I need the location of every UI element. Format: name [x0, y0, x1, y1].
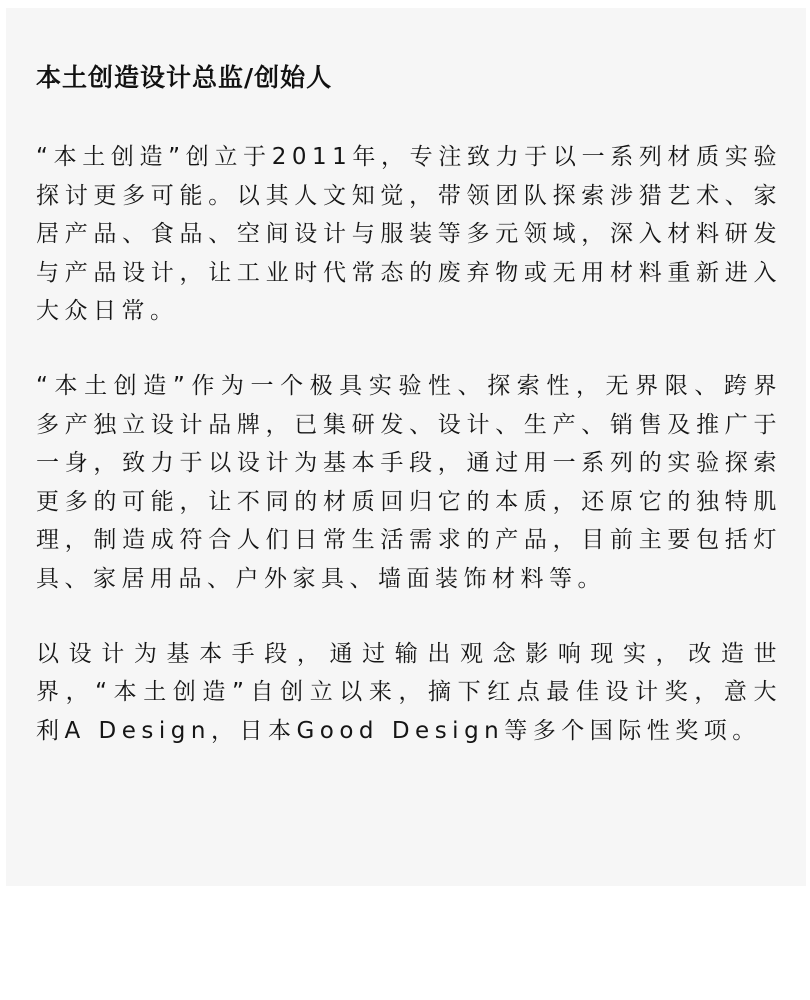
content-card — [6, 8, 806, 886]
brand-paragraph: “本土创造”作为一个极具实验性、探索性，无界限、跨界多产独立设计品牌，已集研发、设计、生产、销售及推广于一身，致力于以设计为基本手段，通过用一系列的实验探索更多的可能，让不同的材质回归它的本质，还原它的独特肌理，制造成符合人们日常生活需求的产品，目前主要包括灯具、家居用品、户外家具、墙面装饰材料等。 — [36, 372, 782, 592]
awards-paragraph: 以设计为基本手段，通过输出观念影响现实，改造世界，“本土创造”自创立以来，摘下红点最佳设计奖，意大利A Design，日本Good Design等多个国际性奖项。 — [36, 640, 782, 744]
section-title: 本土创造设计总监/创始人 — [36, 63, 333, 92]
intro-paragraph: “本土创造”创立于2011年，专注致力于以一系列材质实验探讨更多可能。以其人文知觉，带领团队探索涉猎艺术、家居产品、食品、空间设计与服装等多元领域，深入材料研发与产品设计，让工业时代常态的废弃物或无用材料重新进入大众日常。 — [36, 144, 782, 325]
